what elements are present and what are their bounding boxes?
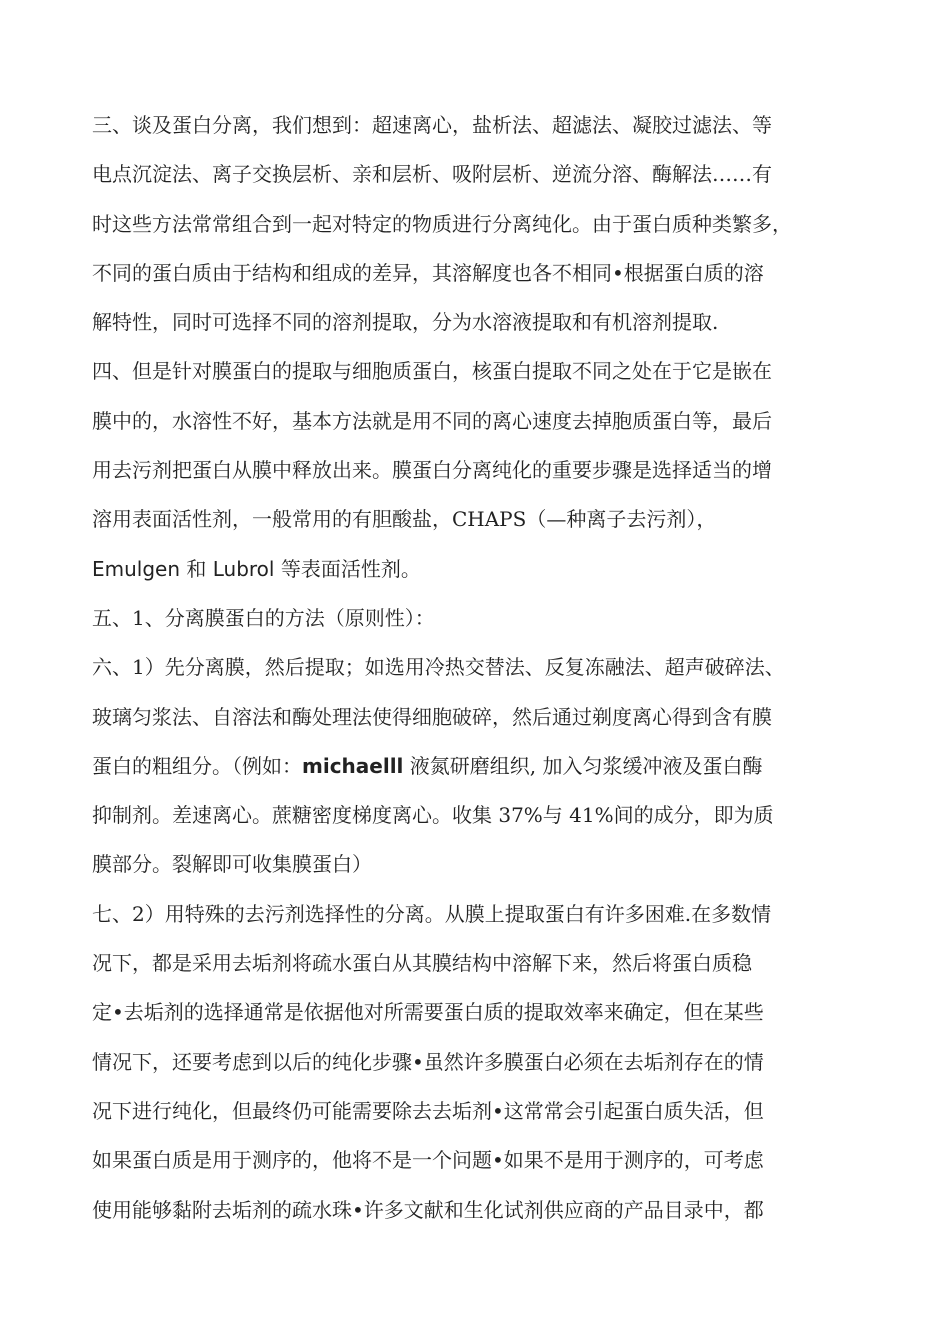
text-line: 溶用表面活性剂，一般常用的有胆酸盐，CHAPS（—种离子去污剂）， [92, 507, 717, 532]
text-line: 膜部分。裂解即可收集膜蛋白） [92, 852, 372, 877]
text-line: Emulgen 和 Lubrol 等表面活性剂。 [92, 556, 421, 581]
body-text [92, 101, 872, 1235]
text-line: 不同的蛋白质由于结构和组成的差异，其溶解度也各不相同•根据蛋白质的溶 [92, 260, 764, 285]
text-line: 况下进行纯化，但最终仍可能需要除去去垢剂•这常常会引起蛋白质失活，但 [92, 1098, 764, 1123]
text-line: 七、2）用特殊的去污剂选择性的分离。从膜上提取蛋白有许多困难.在多数情 [92, 901, 772, 926]
text-line: 六、1）先分离膜，然后提取；如选用冷热交替法、反复冻融法、超声破碎法、 [92, 655, 785, 680]
text-segment: 蛋白的粗组分。（例如： [92, 753, 302, 778]
text-line: 玻璃匀浆法、自溶法和酶处理法使得细胞破碎，然后通过剃度离心得到含有膜 [92, 704, 772, 729]
text-line: 膜中的，水溶性不好，基本方法就是用不同的离心速度去掉胞质蛋白等，最后 [92, 408, 772, 433]
text-line: 况下，都是采用去垢剂将疏水蛋白从其膜结构中溶解下来，然后将蛋白质稳 [92, 951, 752, 976]
text-line: 情况下，还要考虑到以后的纯化步骤•虽然许多膜蛋白必须在去垢剂存在的情 [92, 1049, 764, 1074]
text-line: 抑制剂。差速离心。蔗糖密度梯度离心。收集 37%与 41%间的成分，即为质 [92, 803, 774, 828]
text-line: 用去污剂把蛋白从膜中释放出来。膜蛋白分离纯化的重要步骤是选择适当的增 [92, 458, 772, 483]
text-line: 电点沉淀法、离子交换层析、亲和层析、吸附层析、逆流分溶、酶解法……有 [92, 162, 772, 187]
text-segment: 液氮研磨组织, 加入匀浆缓冲液及蛋白酶 [403, 753, 763, 778]
text-line: 如果蛋白质是用于测序的，他将不是一个问题•如果不是用于测序的，可考虑 [92, 1148, 764, 1173]
text-line: 三、谈及蛋白分离，我们想到：超速离心，盐析法、超滤法、凝胶过滤法、等 [92, 113, 772, 137]
bold-name: michaelll [302, 753, 404, 778]
text-line: 五、1、分离膜蛋白的方法（原则性）： [92, 605, 435, 630]
text-line: 四、但是针对膜蛋白的提取与细胞质蛋白，核蛋白提取不同之处在于它是嵌在 [92, 359, 772, 384]
text-line: 使用能够黏附去垢剂的疏水珠•许多文献和生化试剂供应商的产品目录中，都 [92, 1197, 764, 1222]
text-line: 定•去垢剂的选择通常是依据他对所需要蛋白质的提取效率来确定，但在某些 [92, 1000, 764, 1025]
text-line: 解特性，同时可选择不同的溶剂提取，分为水溶液提取和有机溶剂提取. [92, 310, 719, 335]
text-line: 时这些方法常常组合到一起对特定的物质进行分离纯化。由于蛋白质种类繁多， [92, 211, 792, 236]
text-line-mixed [92, 742, 872, 791]
